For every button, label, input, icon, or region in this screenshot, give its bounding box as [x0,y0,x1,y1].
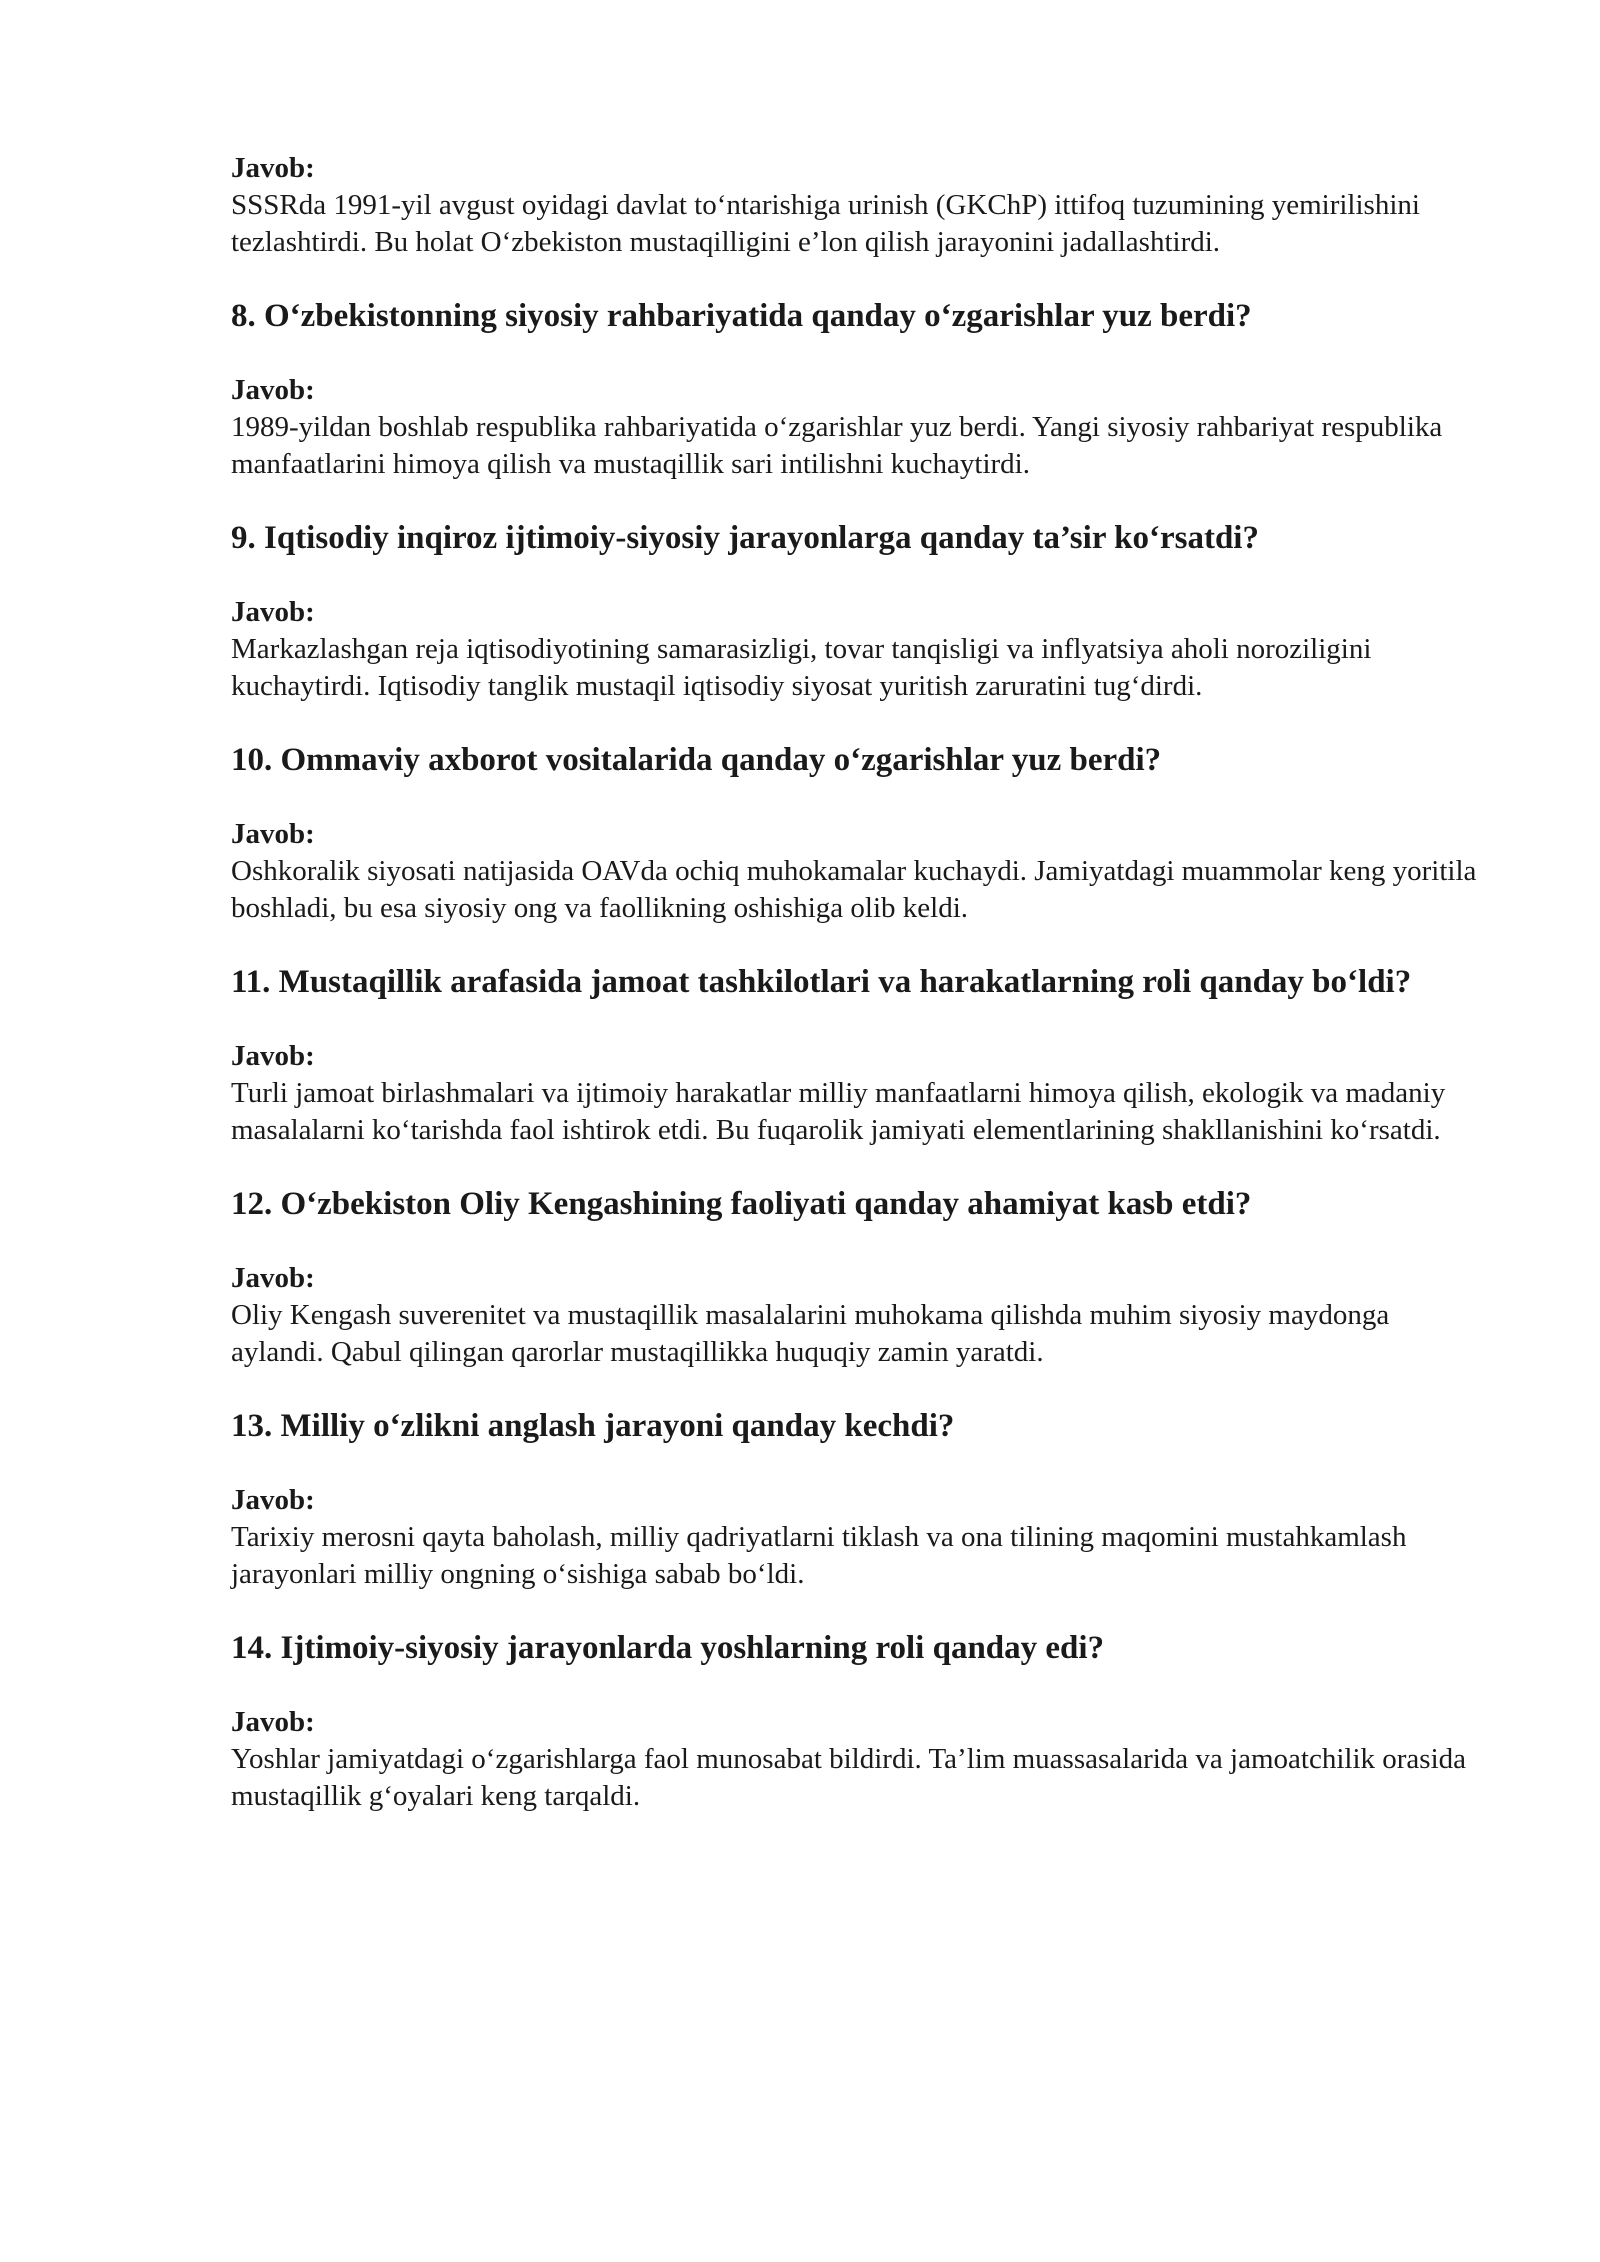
question-heading: 12. O‘zbekiston Oliy Kengashining faoliyati qanday ahamiyat kasb etdi? [231,1186,1252,1222]
answer-text: Turli jamoat birlashmalari va ijtimoiy harakatlar milliy manfaatlarni himoya qilish, ekologik va madaniy masalalarni ko‘tarishda faol ishtirok etdi. Bu fuqarolik jamiyati elementlarining shakllanishini ko‘rsatdi. [231,1077,1446,1146]
qa-block-11 [231,963,1481,1149]
qa-block-14 [231,1629,1481,1815]
intro-answer-block [231,150,1481,261]
answer-text: Oliy Kengash suverenitet va mustaqillik masalalarini muhokama qilishda muhim siyosiy maydonga aylandi. Qabul qilingan qarorlar mustaqillikka huquqiy zamin yaratdi. [231,1299,1390,1368]
question-heading: 14. Ijtimoiy-siyosiy jarayonlarda yoshlarning roli qanday edi? [231,1630,1105,1666]
question-heading: 9. Iqtisodiy inqiroz ijtimoiy-siyosiy jarayonlarga qanday ta’sir ko‘rsatdi? [231,520,1259,556]
document-page [231,150,1481,1815]
question-heading: 13. Milliy o‘zlikni anglash jarayoni qanday kechdi? [231,1408,955,1444]
answer-label: Javob: [231,596,315,628]
qa-block-10 [231,741,1481,927]
answer-label: Javob: [231,818,315,850]
answer-label: Javob: [231,152,315,184]
qa-block-9 [231,519,1481,705]
question-heading: 10. Ommaviy axborot vositalarida qanday o‘zgarishlar yuz berdi? [231,742,1162,778]
answer-text: Oshkoralik siyosati natijasida OAVda ochiq muhokamalar kuchaydi. Jamiyatdagi muammolar keng yoritila boshladi, bu esa siyosiy ong va faollikning oshishiga olib keldi. [231,855,1477,924]
qa-block-8 [231,297,1481,483]
answer-text: Yoshlar jamiyatdagi o‘zgarishlarga faol munosabat bildirdi. Ta’lim muassasalarida va jamoatchilik orasida mustaqillik g‘oyalari keng tarqaldi. [231,1743,1466,1812]
qa-block-13 [231,1407,1481,1593]
answer-text: SSSRda 1991-yil avgust oyidagi davlat to‘ntarishiga urinish (GKChP) ittifoq tuzumining yemirilishini tezlashtirdi. Bu holat O‘zbekiston mustaqilligini e’lon qilish jarayonini jadallashtirdi. [231,189,1420,258]
question-heading: 11. Mustaqillik arafasida jamoat tashkilotlari va harakatlarning roli qanday bo‘ldi? [231,964,1412,1000]
answer-label: Javob: [231,374,315,406]
answer-label: Javob: [231,1706,315,1738]
answer-text: Tarixiy merosni qayta baholash, milliy qadriyatlarni tiklash va ona tilining maqomini mustahkamlash jarayonlari milliy ongning o‘sishiga sabab bo‘ldi. [231,1521,1407,1590]
answer-label: Javob: [231,1040,315,1072]
answer-label: Javob: [231,1484,315,1516]
answer-text: Markazlashgan reja iqtisodiyotining samarasizligi, tovar tanqisligi va inflyatsiya aholi noroziligini kuchaytirdi. Iqtisodiy tanglik mustaqil iqtisodiy siyosat yuritish zaruratini tug‘dirdi. [231,633,1372,702]
answer-text: 1989-yildan boshlab respublika rahbariyatida o‘zgarishlar yuz berdi. Yangi siyosiy rahbariyat respublika manfaatlarini himoya qilish va mustaqillik sari intilishni kuchaytirdi. [231,411,1443,480]
answer-label: Javob: [231,1262,315,1294]
question-heading: 8. O‘zbekistonning siyosiy rahbariyatida qanday o‘zgarishlar yuz berdi? [231,298,1252,334]
qa-block-12 [231,1185,1481,1371]
